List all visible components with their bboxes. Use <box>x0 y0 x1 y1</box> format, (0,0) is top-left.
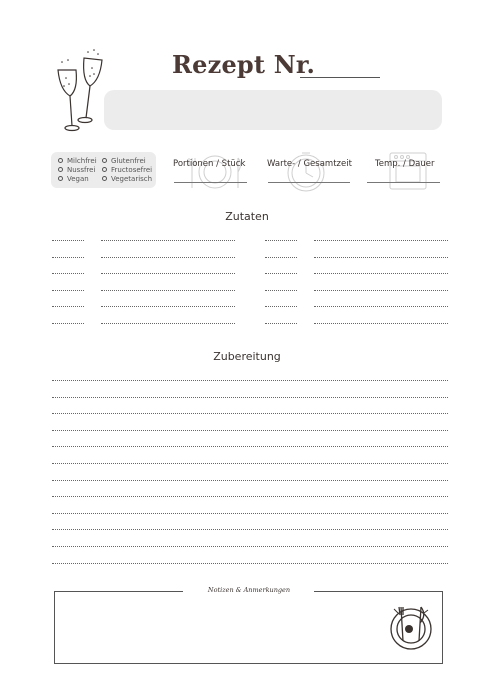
notes-field[interactable] <box>54 591 443 664</box>
diet-option[interactable]: Vegetarisch <box>102 175 152 184</box>
recipe-name-field[interactable] <box>104 90 442 130</box>
diet-option[interactable]: Glutenfrei <box>102 157 152 166</box>
checkbox-icon[interactable] <box>58 158 63 163</box>
preparation-line[interactable] <box>52 397 448 398</box>
clock-icon <box>283 149 329 193</box>
ingredient-name-field[interactable] <box>101 323 235 324</box>
ingredient-name-field[interactable] <box>101 257 235 258</box>
preparation-title: Zubereitung <box>213 350 281 363</box>
diet-option[interactable]: Milchfrei <box>58 157 97 166</box>
ingredient-name-field[interactable] <box>314 306 448 307</box>
ingredient-amount-field[interactable] <box>52 290 84 291</box>
ingredient-name-field[interactable] <box>101 290 235 291</box>
preparation-line[interactable] <box>52 380 448 381</box>
ingredient-amount-field[interactable] <box>52 240 84 241</box>
ingredient-amount-field[interactable] <box>265 273 297 274</box>
notes-title: Notizen & Anmerkungen <box>207 586 291 594</box>
preparation-line[interactable] <box>52 480 448 481</box>
page-title: Rezept Nr. <box>172 50 316 79</box>
ingredient-amount-field[interactable] <box>265 257 297 258</box>
time-label: Warte- / Gesamtzeit <box>267 159 352 169</box>
preparation-line[interactable] <box>52 446 448 447</box>
ingredient-name-field[interactable] <box>314 273 448 274</box>
portions-label: Portionen / Stück <box>173 159 246 169</box>
ingredient-name-field[interactable] <box>101 273 235 274</box>
ingredient-name-field[interactable] <box>314 323 448 324</box>
ingredient-amount-field[interactable] <box>265 306 297 307</box>
ingredient-name-field[interactable] <box>314 290 448 291</box>
checkbox-icon[interactable] <box>58 167 63 172</box>
diet-options-right <box>102 157 152 184</box>
diet-option[interactable]: Vegan <box>58 175 97 184</box>
preparation-line[interactable] <box>52 413 448 414</box>
preparation-line[interactable] <box>52 529 448 530</box>
checkbox-icon[interactable] <box>102 158 107 163</box>
diet-option[interactable]: Fructosefrei <box>102 166 152 175</box>
preparation-line[interactable] <box>52 513 448 514</box>
checkbox-icon[interactable] <box>102 176 107 181</box>
checkbox-icon[interactable] <box>102 167 107 172</box>
temp-label: Temp. / Dauer <box>375 159 435 169</box>
ingredient-amount-field[interactable] <box>265 323 297 324</box>
ingredient-amount-field[interactable] <box>52 323 84 324</box>
champagne-glasses-icon <box>48 48 108 138</box>
oven-icon <box>388 151 428 191</box>
temp-field[interactable] <box>367 182 440 183</box>
diet-option[interactable]: Nussfrei <box>58 166 97 175</box>
plate-cutlery-icon <box>182 150 248 190</box>
ingredient-amount-field[interactable] <box>265 290 297 291</box>
plate-fork-knife-icon <box>389 601 433 653</box>
recipe-number-line[interactable] <box>300 77 380 78</box>
preparation-line[interactable] <box>52 430 448 431</box>
portions-field[interactable] <box>174 182 247 183</box>
ingredient-amount-field[interactable] <box>52 257 84 258</box>
ingredient-amount-field[interactable] <box>265 240 297 241</box>
diet-options-left <box>58 157 97 184</box>
ingredient-amount-field[interactable] <box>52 273 84 274</box>
ingredient-name-field[interactable] <box>314 240 448 241</box>
ingredient-name-field[interactable] <box>101 240 235 241</box>
time-field[interactable] <box>268 182 350 183</box>
preparation-line[interactable] <box>52 463 448 464</box>
ingredient-name-field[interactable] <box>314 257 448 258</box>
diet-options-box <box>51 152 156 188</box>
preparation-line[interactable] <box>52 546 448 547</box>
preparation-line[interactable] <box>52 563 448 564</box>
preparation-line[interactable] <box>52 496 448 497</box>
ingredient-amount-field[interactable] <box>52 306 84 307</box>
ingredients-title: Zutaten <box>225 210 269 223</box>
checkbox-icon[interactable] <box>58 176 63 181</box>
ingredient-name-field[interactable] <box>101 306 235 307</box>
